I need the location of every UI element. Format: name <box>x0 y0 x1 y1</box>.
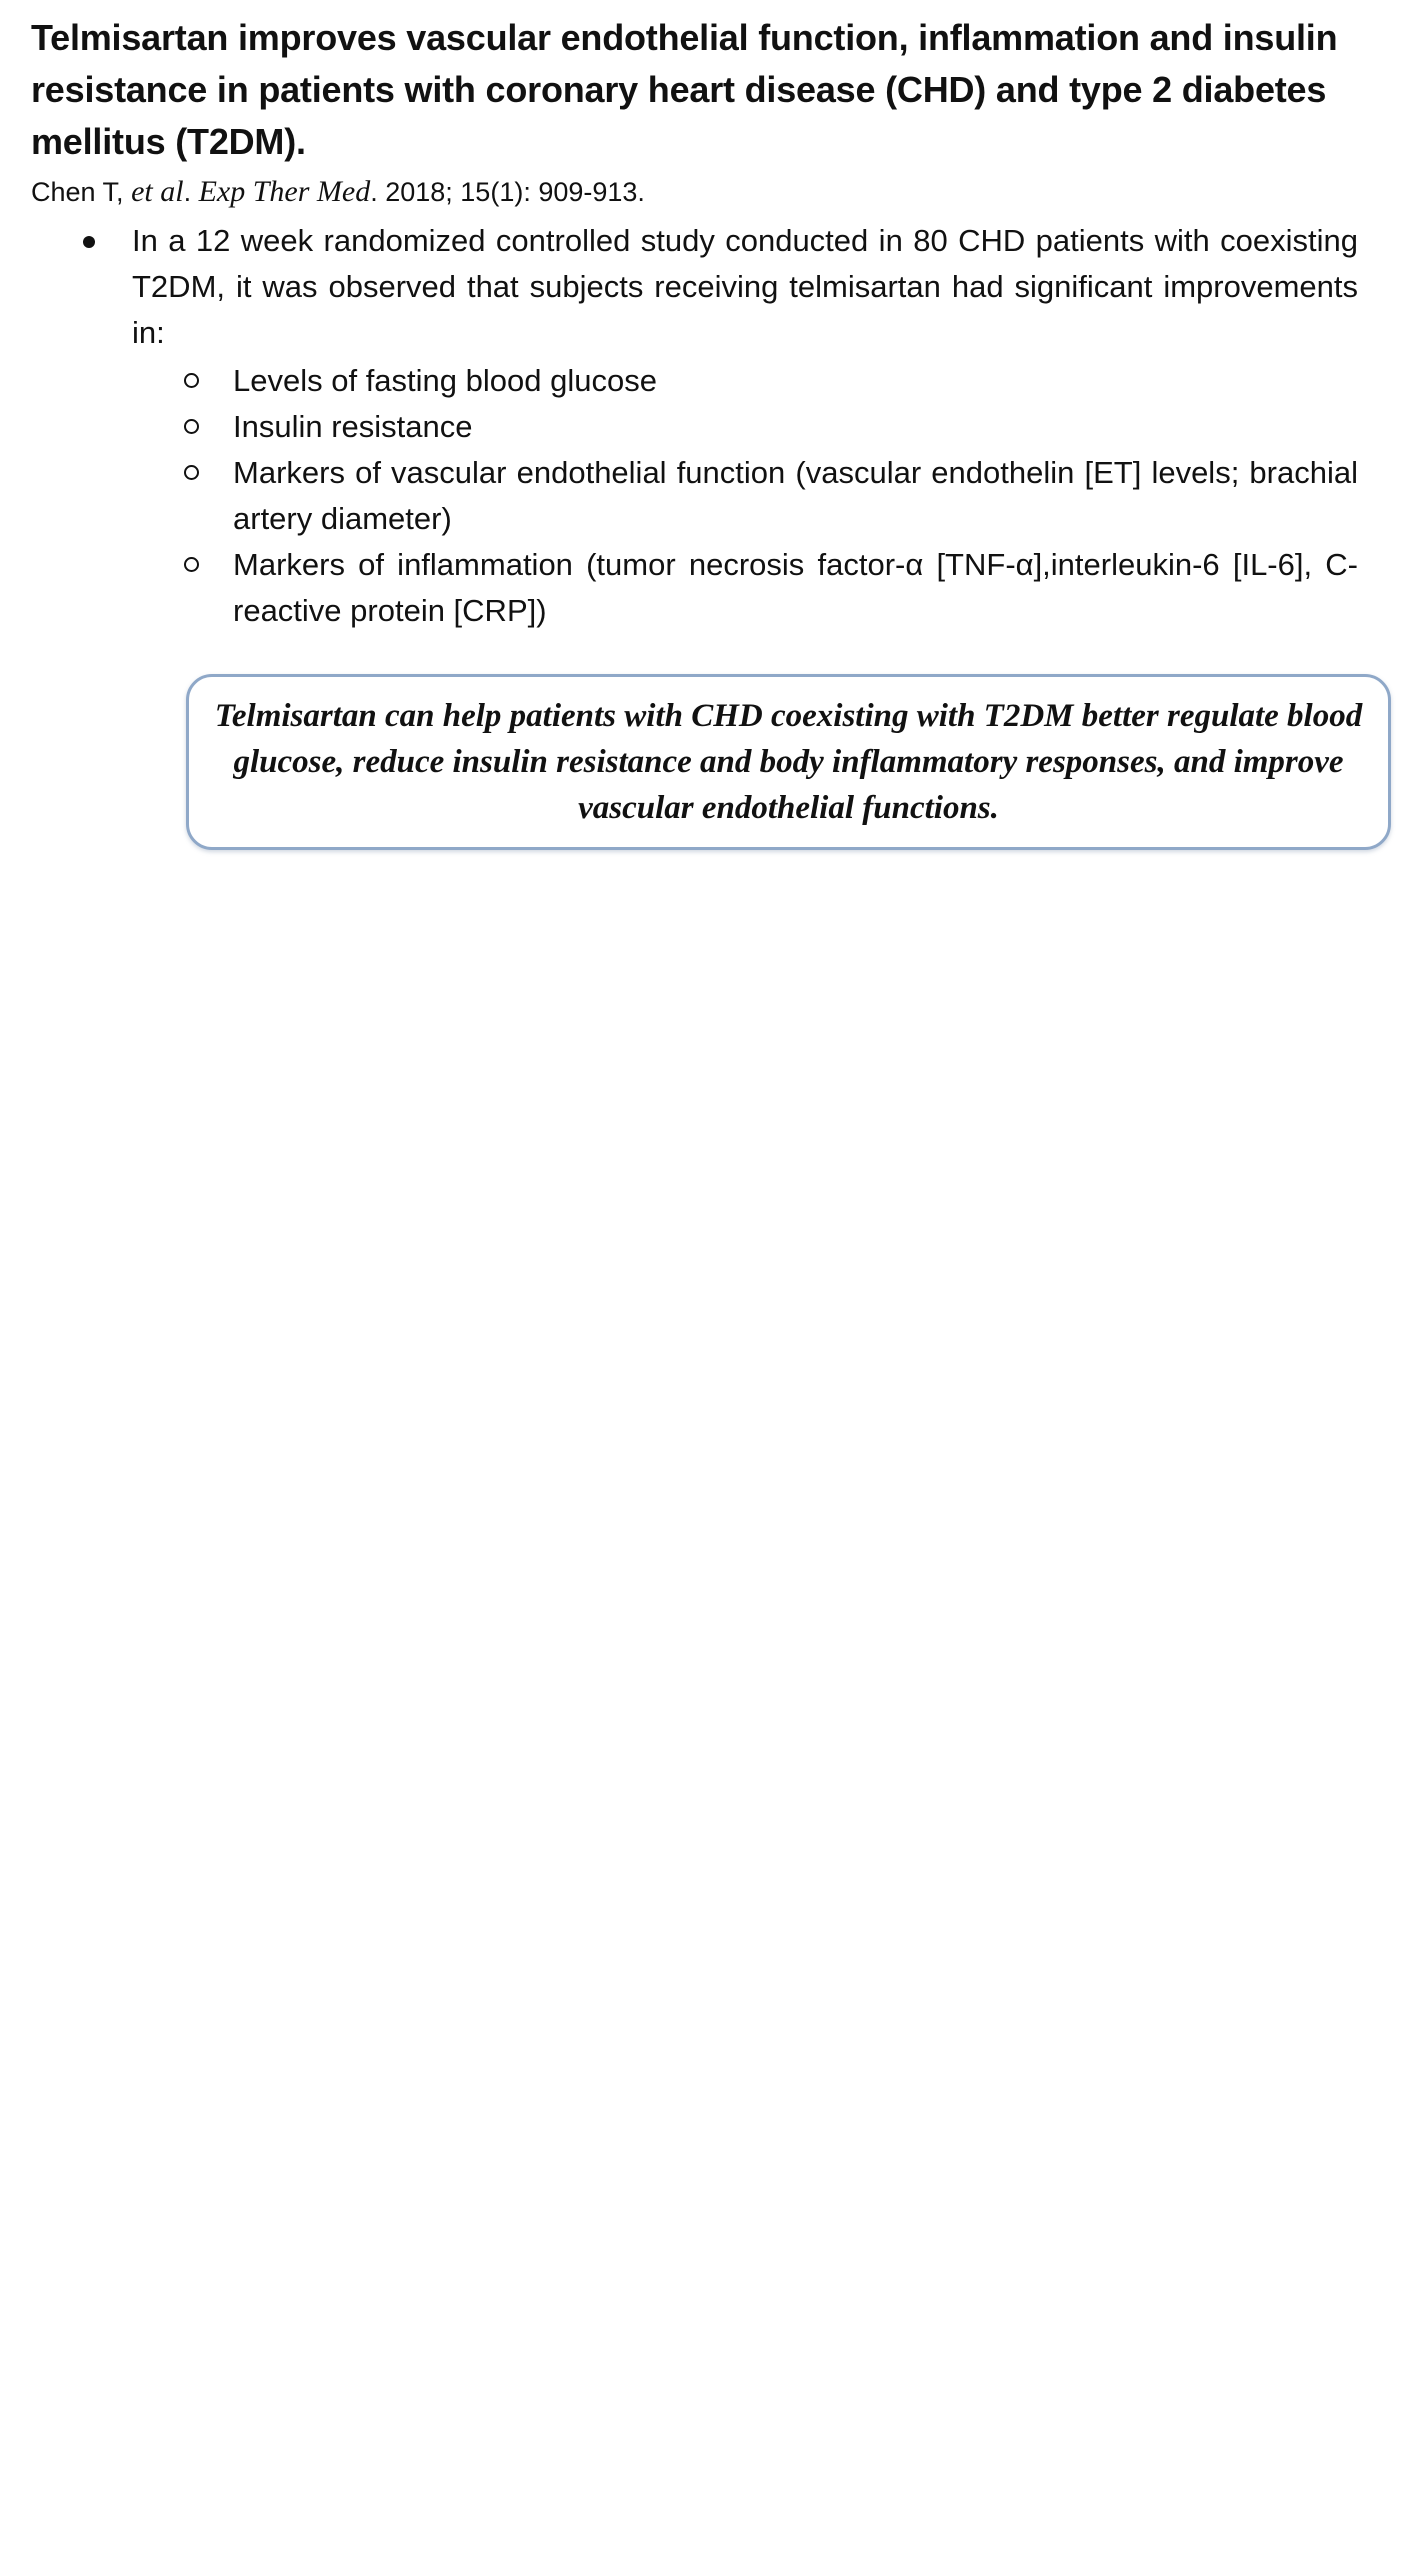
findings-list <box>31 218 1376 634</box>
finding-bullet <box>31 218 1376 634</box>
improvement-text: Levels of fasting blood glucose <box>233 363 657 398</box>
improvement-text: Markers of vascular endothelial function (vascular endothelin [ET] levels; brachial artery diameter) <box>233 455 1358 536</box>
hollow-circle-bullet-icon <box>184 465 199 480</box>
improvements-list <box>132 358 1376 634</box>
improvement-item <box>132 450 1376 542</box>
improvement-item <box>132 404 1376 450</box>
summary-callout-box <box>186 674 1391 850</box>
hollow-circle-bullet-icon <box>184 557 199 572</box>
summary-text: Telmisartan can help patients with CHD coexisting with T2DM better regulate blood glucose, reduce insulin resistance and body inflammatory responses, and improve vascular endothelial functions. <box>214 698 1363 826</box>
hollow-circle-bullet-icon <box>184 419 199 434</box>
improvement-item <box>132 542 1376 634</box>
document-page <box>31 12 1376 634</box>
citation-journal: Exp Ther Med <box>198 175 371 208</box>
bullet-dot-icon <box>83 236 95 248</box>
citation <box>31 174 1376 210</box>
improvement-item <box>132 358 1376 404</box>
citation-separator: . <box>183 177 199 207</box>
citation-authors: Chen T, <box>31 177 132 207</box>
finding-bullet-text: In a 12 week randomized controlled study conducted in 80 CHD patients with coexisting T2DM, it was observed that subjects receiving telmisartan had significant improvements in: <box>132 223 1358 350</box>
hollow-circle-bullet-icon <box>184 373 199 388</box>
citation-details: . 2018; 15(1): 909-913. <box>370 177 645 207</box>
article-title: Telmisartan improves vascular endothelial function, inflammation and insulin resistance in patients with coronary heart disease (CHD) and type 2 diabetes mellitus (T2DM). <box>31 17 1338 162</box>
improvement-text: Markers of inflammation (tumor necrosis factor-α [TNF-α],interleukin-6 [IL-6], C-reactive protein [CRP]) <box>233 547 1358 628</box>
citation-et-al: et al <box>131 175 184 208</box>
improvement-text: Insulin resistance <box>233 409 473 444</box>
